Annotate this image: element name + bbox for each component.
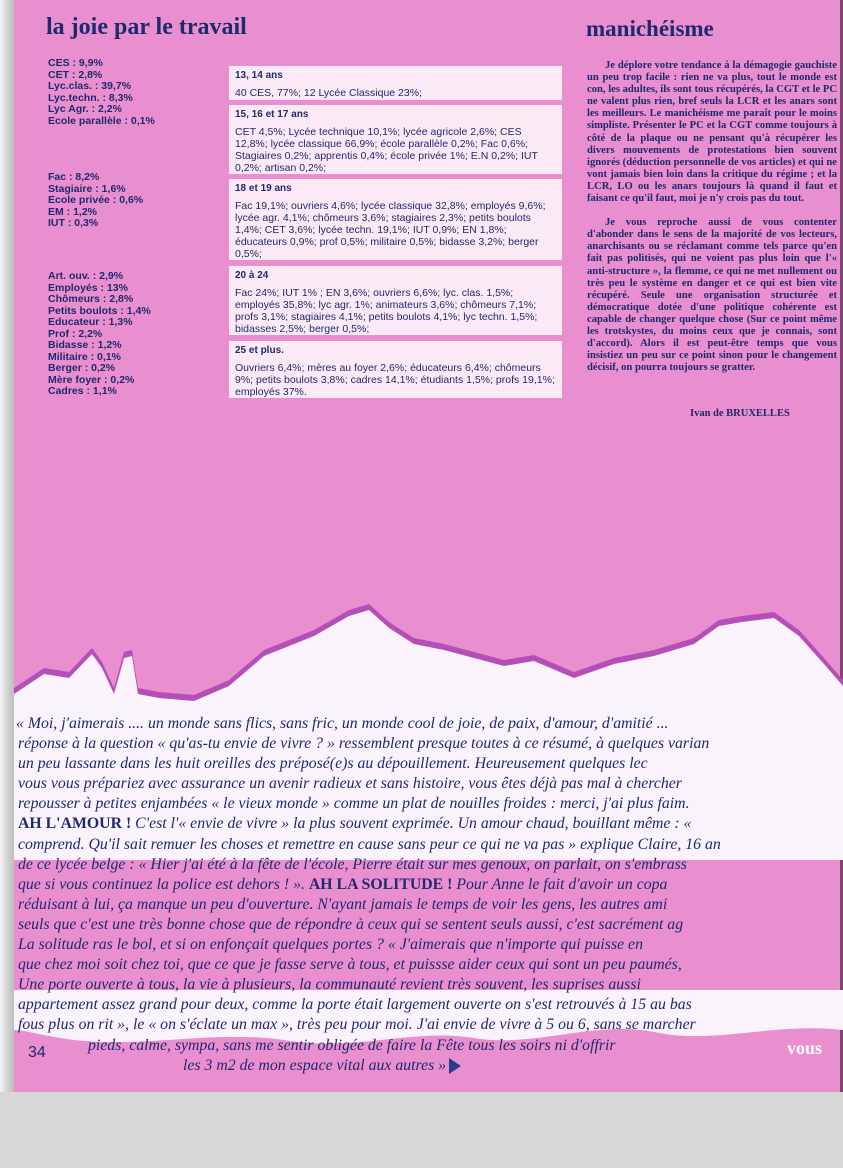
stat-item: IUT : 0,3% bbox=[48, 217, 99, 229]
age-box-text: CET 4,5%; Lycée technique 10,1%; lycée agricole 2,6%; CES 12,8%; lycée classique 66,9%; école parallèle 0,2%; Fac 0,6%; Stagiaires 0,2%; apprentis 0,4%; école privée 1%; E.N 0,2%; IUT 0,2%; artisan 0,2%; bbox=[235, 126, 538, 174]
quote-line bbox=[14, 835, 843, 855]
quote-text: pieds, calme, sympa, sans me sentir obligée de faire la Fête tous les soirs ni d'offrir bbox=[88, 1036, 616, 1054]
stat-item: Bidasse : 1,2% bbox=[48, 339, 122, 351]
quote-text: les 3 m2 de mon espace vital aux autres » bbox=[183, 1056, 447, 1074]
quote-line bbox=[14, 714, 843, 734]
quote-text: La solitude ras le bol, et si on enfonçait quelques portes ? « J'aimerais que n'importe qui puisse en bbox=[18, 936, 643, 954]
stats-list-higher-ed bbox=[48, 172, 143, 230]
letter-article bbox=[587, 60, 837, 374]
quote-line bbox=[14, 754, 843, 774]
quote-line bbox=[14, 1056, 843, 1076]
quote-line bbox=[14, 1015, 843, 1035]
stat-item: CET : 2,8% bbox=[48, 68, 103, 81]
stat-item: Educateur : 1,3% bbox=[48, 316, 133, 328]
quote-text: réduisant à lui, ça manque un peu d'ouverture. N'ayant jamais le temps de voir les gens, les autres ami bbox=[18, 895, 668, 913]
continued-word: vous bbox=[787, 1038, 823, 1058]
article-signature: Ivan de BRUXELLES bbox=[690, 408, 790, 419]
quote-heading: AH L'AMOUR ! bbox=[18, 815, 132, 833]
stat-item: Lyc.techn. : 8,3% bbox=[48, 91, 133, 104]
stat-item: Fac : 8,2% bbox=[48, 171, 100, 183]
age-box-18-19 bbox=[229, 179, 562, 260]
stat-item: Berger : 0,2% bbox=[48, 362, 116, 374]
quote-line bbox=[14, 935, 843, 955]
quote-text: comprend. Qu'il sait remuer les choses et remettre en cause sans peur ce qui ne va pas » explique Claire, 16 an bbox=[18, 835, 721, 853]
stat-item: Stagiaire : 1,6% bbox=[48, 182, 126, 195]
quote-line bbox=[14, 955, 843, 975]
quote-text: Pour Anne le fait d'avoir un copa bbox=[452, 875, 668, 893]
age-box-text: 40 CES, 77%; 12 Lycée Classique 23%; bbox=[235, 87, 422, 99]
quote-line bbox=[14, 1036, 843, 1056]
age-box-text: Fac 19,1%; ouvriers 4,6%; lycée classique 32,8%; employés 9,6%; lycée agr. 4,1%; chômeurs 3,6%; stagiaires 2,3%; petits boulots 1,4%; CET 3,6%; lycée techn. 19,1%; IUT 0,9%; EN 1,8%; éducateurs 0,9%; prof 0,5%; militaire 0,5%; bidasse 3,2%; berger 0,5%; bbox=[235, 200, 546, 260]
quote-text: que si vous continuez la police est dehors ! ». bbox=[18, 875, 309, 893]
quote-text: vous vous prépariez avec assurance un avenir radieux et sans histoire, vous êtes déjà pas mal à chercher bbox=[18, 775, 682, 793]
heading-left: la joie par le travail bbox=[46, 14, 247, 40]
stat-item: Mère foyer : 0,2% bbox=[48, 373, 135, 386]
page-spine bbox=[0, 0, 14, 1092]
stat-item: EM : 1,2% bbox=[48, 205, 98, 218]
stat-item: Art. ouv. : 2,9% bbox=[48, 270, 124, 282]
age-box-13-14 bbox=[229, 66, 562, 100]
stat-item: Employés : 13% bbox=[48, 281, 128, 294]
stat-item: Lyc.clas. : 39,7% bbox=[48, 80, 132, 92]
arrow-right-icon bbox=[449, 1058, 461, 1074]
age-box-15-17 bbox=[229, 105, 562, 174]
stat-item: Ecole parallèle : 0,1% bbox=[48, 114, 155, 127]
stat-item: CES : 9,9% bbox=[48, 57, 103, 69]
quote-line bbox=[14, 855, 843, 875]
stat-item: Chômeurs : 2,8% bbox=[48, 293, 134, 305]
stats-list-schools bbox=[48, 58, 155, 127]
quote-line bbox=[14, 975, 843, 995]
age-box-20-24 bbox=[229, 266, 562, 335]
stat-item: Militaire : 0,1% bbox=[48, 350, 121, 363]
article-paragraph: Je vous reproche aussi de vous contenter d'abonder dans le sens de la majorité de vos lecteurs, anarchisants ou se réclamant comme tels parce qu'en fait pas politisés, qui ne voient pas plus loin que l'« anti-structure », la flemme, ce qui ne met nullement ou très peu le système en danger et ce qui est bien vite récupéré. Seule une organisation structurée et démocratique dotée d'une politique cohérente est capable de changer quelque chose (Sur ce point même les trotskystes, du moins ceux que je connais, sont d'accord). Alors il est peut-être temps que vous insistiez un peu sur ce point sinon pour le changement décisif, on pourra toujours se gratter. bbox=[587, 217, 837, 374]
stat-item: Petits boulots : 1,4% bbox=[48, 304, 151, 317]
age-box-header: 25 et plus. bbox=[235, 345, 284, 356]
quote-text: Une porte ouverte à tous, la vie à plusieurs, la communauté revient très souvent, les suprises aussi bbox=[18, 976, 641, 994]
quote-text: réponse à la question « qu'as-tu envie de vivre ? » ressemblent presque toutes à ce résumé, à quelques varian bbox=[18, 735, 710, 753]
page-number: 34 bbox=[28, 1044, 46, 1061]
quote-text: de ce lycée belge : « Hier j'ai été à la fête de l'école, Pierre était sur mes genoux, on parlait, on s'embrass bbox=[18, 855, 687, 873]
stat-item: Ecole privée : 0,6% bbox=[48, 194, 144, 206]
age-box-text: Fac 24%; IUT 1% ; EN 3,6%; ouvriers 6,6%; lyc. clas. 1,5%; employés 35,8%; lyc agr. 1%; animateurs 3,6%; chômeurs 7,1%; profs 3,1%; stagiaires 4,1%; petits boulots 4,1%; lyc techn. 1,5%; bidasses 2,5%; berger 0,5%; bbox=[235, 287, 538, 335]
stat-item: Prof : 2,2% bbox=[48, 327, 103, 340]
quote-line bbox=[14, 814, 843, 834]
quote-text: C'est l'« envie de vivre » la plus souvent exprimée. Un amour chaud, bouillant même : « bbox=[131, 815, 692, 833]
quote-line bbox=[14, 734, 843, 754]
stat-item: Lyc Agr. : 2,2% bbox=[48, 103, 122, 115]
quote-line bbox=[14, 915, 843, 935]
quote-text: repousser à petites enjambées « le vieux monde » comme un plat de nouilles froides : merci, j'ai plus faim. bbox=[18, 795, 690, 813]
age-box-header: 20 à 24 bbox=[235, 270, 269, 281]
age-box-header: 13, 14 ans bbox=[235, 70, 283, 81]
quote-text: fous plus on rit », le « on s'éclate un max », très peu pour moi. J'ai envie de vivre à 5 ou 6, sans se marcher bbox=[18, 1016, 696, 1034]
age-box-header: 15, 16 et 17 ans bbox=[235, 109, 309, 120]
stats-list-jobs bbox=[48, 271, 151, 398]
quote-line bbox=[14, 995, 843, 1015]
quote-text: appartement assez grand pour deux, comme la porte était largement ouverte on s'est retrouvés à 15 au bas bbox=[18, 996, 692, 1014]
article-paragraph: Je déplore votre tendance à la démagogie gauchiste un peu trop facile : rien ne va plus, tout le monde est con, les adultes, ils sont tous récupérés, la CGT et le PC ne valent plus rien, bref seuls la LCR et les anars sont les meilleurs. Le manichéisme me paraît pour le moins simpliste. Présenter le PC et la CGT comme toujours à côté de la plaque ou ne pensant qu'à récupérer les divers mouvements de protestations bien souvent ignorés (déduction personnelle de vos articles) et qui ne vont jamais bien loin dans la critique du régime ; et la LCR, LO ou les anars toujours là quand il faut et faisant ce qu'il faut, moi je n'y crois pas du tout. bbox=[587, 60, 837, 205]
quote-line bbox=[14, 794, 843, 814]
quote-text: un peu lassante dans les huit oreilles des préposé(e)s au dépouillement. Heureusement quelques lec bbox=[18, 755, 648, 773]
quote-text: que chez moi soit chez toi, que ce que je fasse serve à tous, et puissse aider ceux qui sont un peu paumés, bbox=[18, 956, 682, 974]
stat-item: Cadres : 1,1% bbox=[48, 385, 117, 397]
quote-line bbox=[14, 774, 843, 794]
quote-line bbox=[14, 895, 843, 915]
quote-text: seuls que c'est une très bonne chose que de répondre à ceux qui se sentent seuls aussi, c'est sacrément ag bbox=[18, 915, 684, 933]
age-box-text: Ouvriers 6,4%; mères au foyer 2,6%; éducateurs 6,4%; chômeurs 9%; petits boulots 3,8%; cadres 14,1%; étudiants 1,5%; profs 19,1%; employés 37%. bbox=[235, 362, 555, 398]
heading-right: manichéisme bbox=[586, 16, 714, 41]
age-box-25-plus bbox=[229, 341, 562, 398]
quote-heading: AH LA SOLITUDE ! bbox=[308, 875, 453, 893]
quote-text: « Moi, j'aimerais .... un monde sans flics, sans fric, un monde cool de joie, de paix, d'amour, d'amitié ... bbox=[16, 715, 669, 732]
age-box-header: 18 et 19 ans bbox=[235, 183, 292, 194]
quote-line bbox=[14, 875, 843, 895]
page-margin bbox=[0, 1092, 843, 1168]
